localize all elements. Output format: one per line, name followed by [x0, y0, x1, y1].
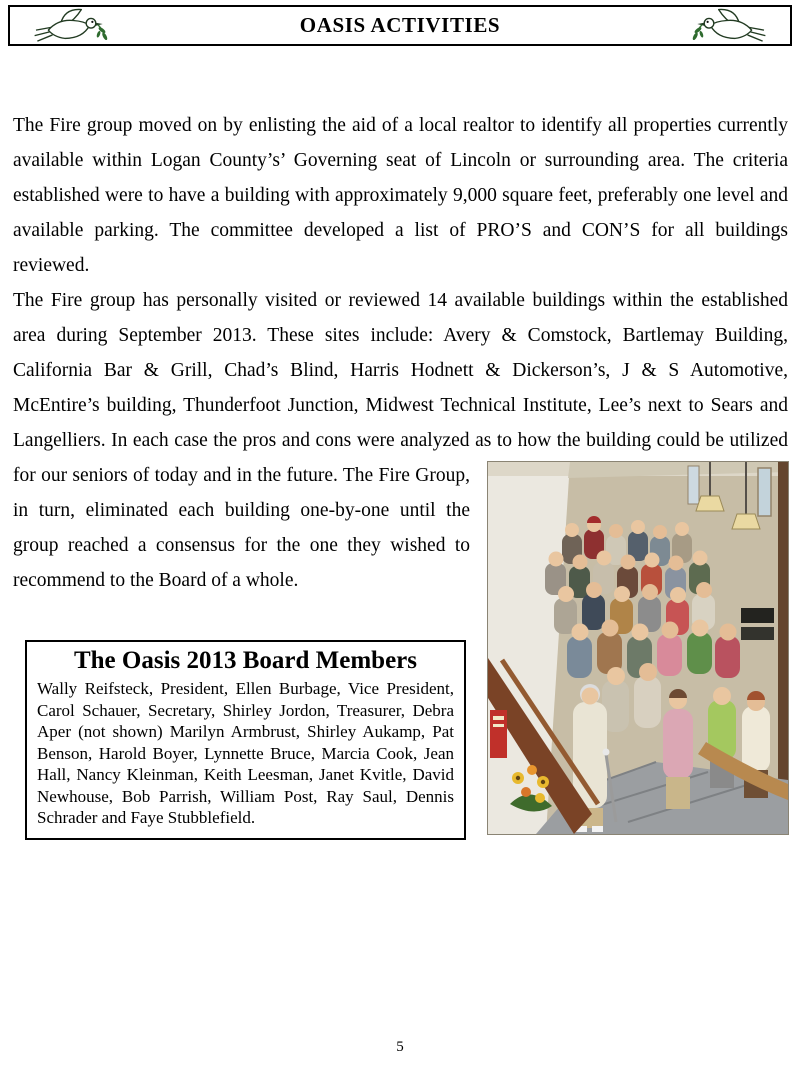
- page-title: OASIS ACTIVITIES: [299, 13, 501, 37]
- paragraph-2-text-after-photo: be utilized for our seniors of today and in the future. The Fire Group, in turn, eliminated each building one-by-one until the group reached a consensus for the one they wished to recommend to the Board of a whole.: [13, 430, 788, 591]
- article-body: [0, 46, 800, 846]
- paragraph-2-text-before-photo: The Fire group has personally visited or reviewed 14 available buildings within the established area during September 2013. These sites include: Avery & Comstock, Bartlemay Building, California Bar & Grill, Chad’s Blind, Harris Hodnett & Dickerson’s, J & S Automotive, McEntire’s building, Thunderfoot Junction, Midwest Technical Institute, Lee’s next to Sears and Langelliers. In each case the pros and cons were analyzed as to how the building could: [13, 290, 788, 451]
- dove-icon-right: [692, 4, 770, 48]
- paragraph-fire-group-2: [13, 283, 788, 598]
- page-number: 5: [396, 1039, 404, 1055]
- board-members-box: [25, 640, 466, 840]
- paragraph-fire-group-1: The Fire group moved on by enlisting the aid of a local realtor to identify all properties currently available within Logan County’s’ Governing seat of Lincoln or surrounding area. The criteria established were to have a building with approximately 9,000 square feet, preferably one level and available parking. The committee developed a list of PRO’S and CON’S for all buildings reviewed.: [13, 115, 788, 276]
- group-photo: [488, 462, 788, 834]
- page-footer: [0, 1039, 800, 1056]
- page-header: [8, 5, 792, 46]
- dove-icon-left: [30, 4, 108, 48]
- board-box-title: The Oasis 2013 Board Members: [73, 647, 418, 674]
- board-box-body: Wally Reifsteck, President, Ellen Burbage, Vice President, Carol Schauer, Secretary, Shirley Jordon, Treasurer, Debra Aper (not shown) Marilyn Armbrust, Shirley Aukamp, Pat Benson, Harold Boyer, Lynnette Bruce, Marcia Cook, Jean Hall, Nancy Kleinman, Keith Leesman, Janet Kvitle, David Newhouse, Bob Parrish, William Post, Ray Saul, Dennis Schrader and Faye Stubblefield.: [37, 679, 454, 827]
